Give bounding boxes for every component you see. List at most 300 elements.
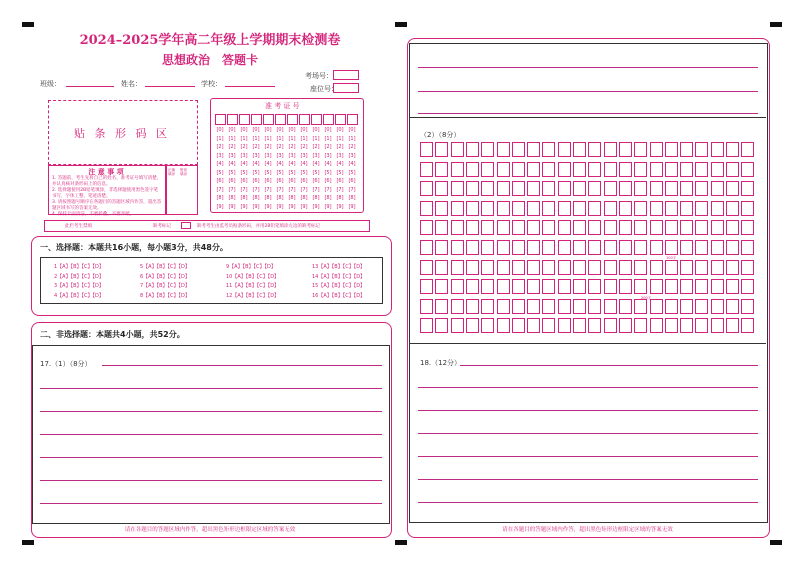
admission-bubble[interactable]: [0] xyxy=(324,127,332,133)
admission-bubble[interactable]: [2] xyxy=(288,144,296,150)
essay-cell[interactable] xyxy=(466,260,479,275)
essay-cell[interactable] xyxy=(512,279,525,294)
mc-question[interactable]: 8【A】【B】【C】【D】 xyxy=(140,292,190,299)
admission-bubble[interactable]: [4] xyxy=(228,161,236,167)
essay-cell[interactable] xyxy=(481,299,494,314)
admission-bubble[interactable]: [5] xyxy=(252,169,260,176)
essay-cell[interactable] xyxy=(466,142,479,157)
admission-bubble[interactable]: [7] xyxy=(264,186,272,193)
essay-cell[interactable] xyxy=(711,260,724,275)
admission-digit-box[interactable] xyxy=(335,114,346,125)
essay-cell[interactable] xyxy=(435,220,448,235)
admission-bubble[interactable]: [9] xyxy=(240,203,248,210)
admission-bubble[interactable]: [8] xyxy=(252,195,260,201)
school-field[interactable] xyxy=(225,86,275,87)
admission-digit-box[interactable] xyxy=(311,114,322,125)
writing-line[interactable] xyxy=(40,480,382,481)
admission-bubble[interactable]: [7] xyxy=(336,186,344,193)
essay-cell[interactable] xyxy=(527,240,540,255)
admission-bubble[interactable]: [1] xyxy=(264,135,272,142)
essay-cell[interactable] xyxy=(497,279,510,294)
mc-question[interactable]: 11【A】【B】【C】【D】 xyxy=(226,283,280,289)
admission-bubble[interactable]: [9] xyxy=(228,203,236,210)
essay-cell[interactable] xyxy=(481,260,494,275)
essay-cell[interactable] xyxy=(512,181,525,196)
admission-bubble[interactable]: [1] xyxy=(324,135,332,142)
essay-cell[interactable] xyxy=(650,162,663,177)
essay-cell[interactable] xyxy=(420,142,433,157)
admission-bubble[interactable]: [8] xyxy=(276,195,284,201)
essay-cell[interactable] xyxy=(466,279,479,294)
writing-line[interactable] xyxy=(418,433,758,434)
essay-cell[interactable] xyxy=(665,299,678,314)
admission-bubble[interactable]: [4] xyxy=(276,161,284,167)
essay-cell[interactable] xyxy=(573,279,586,294)
writing-line[interactable] xyxy=(418,91,758,92)
essay-cell[interactable] xyxy=(558,279,571,294)
writing-line[interactable] xyxy=(460,365,758,366)
admission-bubble[interactable]: [5] xyxy=(300,169,308,176)
essay-cell[interactable] xyxy=(481,279,494,294)
admission-bubble[interactable]: [3] xyxy=(228,152,236,159)
essay-cell[interactable] xyxy=(741,142,754,157)
admission-bubble[interactable]: [5] xyxy=(288,169,296,176)
admission-bubble[interactable]: [2] xyxy=(276,144,284,150)
admission-bubble[interactable]: [3] xyxy=(312,152,320,159)
admission-bubble[interactable]: [2] xyxy=(228,144,236,150)
admission-bubble[interactable]: [5] xyxy=(264,169,272,176)
seat-box[interactable] xyxy=(333,83,359,93)
essay-cell[interactable] xyxy=(650,279,663,294)
essay-cell[interactable] xyxy=(527,299,540,314)
essay-cell[interactable] xyxy=(481,318,494,333)
admission-bubble[interactable]: [6] xyxy=(276,178,284,184)
essay-cell[interactable] xyxy=(451,318,464,333)
writing-line[interactable] xyxy=(418,479,758,480)
admission-bubble[interactable]: [5] xyxy=(336,169,344,176)
admission-bubble[interactable]: [9] xyxy=(216,203,224,210)
essay-cell[interactable] xyxy=(604,318,617,333)
essay-cell[interactable] xyxy=(634,220,647,235)
essay-cell[interactable] xyxy=(527,260,540,275)
essay-cell[interactable] xyxy=(435,142,448,157)
essay-cell[interactable] xyxy=(588,279,601,294)
essay-cell[interactable] xyxy=(527,318,540,333)
mc-question[interactable]: 15【A】【B】【C】【D】 xyxy=(312,283,366,289)
essay-cell[interactable] xyxy=(650,142,663,157)
essay-cell[interactable] xyxy=(420,318,433,333)
essay-cell[interactable] xyxy=(542,299,555,314)
essay-cell[interactable] xyxy=(512,162,525,177)
essay-cell[interactable] xyxy=(634,201,647,216)
writing-line[interactable] xyxy=(418,410,758,411)
essay-cell[interactable] xyxy=(542,279,555,294)
admission-bubble[interactable]: [9] xyxy=(276,203,284,210)
essay-cell[interactable] xyxy=(481,201,494,216)
admission-bubble[interactable]: [3] xyxy=(276,152,284,159)
writing-line[interactable] xyxy=(418,67,758,68)
admission-bubble[interactable]: [5] xyxy=(228,169,236,176)
essay-cell[interactable] xyxy=(527,220,540,235)
admission-bubble[interactable]: [0] xyxy=(264,127,272,133)
essay-cell[interactable] xyxy=(650,260,663,275)
essay-cell[interactable] xyxy=(665,142,678,157)
essay-cell[interactable] xyxy=(573,142,586,157)
admission-bubble[interactable]: [5] xyxy=(216,169,224,176)
admission-bubble[interactable]: [1] xyxy=(252,135,260,142)
admission-bubble[interactable]: [1] xyxy=(216,135,224,142)
essay-cell[interactable] xyxy=(741,162,754,177)
essay-cell[interactable] xyxy=(588,240,601,255)
essay-cell[interactable] xyxy=(527,142,540,157)
writing-line[interactable] xyxy=(418,502,758,503)
essay-cell[interactable] xyxy=(542,260,555,275)
admission-bubble[interactable]: [1] xyxy=(240,135,248,142)
essay-cell[interactable] xyxy=(711,318,724,333)
admission-bubble[interactable]: [6] xyxy=(264,178,272,184)
essay-cell[interactable] xyxy=(680,299,693,314)
admission-bubble[interactable]: [1] xyxy=(336,135,344,142)
admission-bubble[interactable]: [7] xyxy=(300,186,308,193)
admission-bubble[interactable]: [8] xyxy=(216,195,224,201)
essay-cell[interactable] xyxy=(435,240,448,255)
essay-cell[interactable] xyxy=(435,162,448,177)
admission-bubble[interactable]: [5] xyxy=(312,169,320,176)
essay-cell[interactable] xyxy=(741,260,754,275)
admission-bubble[interactable]: [8] xyxy=(324,195,332,201)
essay-cell[interactable] xyxy=(542,162,555,177)
essay-cell[interactable] xyxy=(497,299,510,314)
essay-cell[interactable] xyxy=(665,260,678,275)
admission-bubble[interactable]: [1] xyxy=(276,135,284,142)
essay-cell[interactable] xyxy=(512,299,525,314)
essay-cell[interactable] xyxy=(619,260,632,275)
essay-cell[interactable] xyxy=(726,279,739,294)
essay-cell[interactable] xyxy=(481,240,494,255)
essay-cell[interactable] xyxy=(542,318,555,333)
admission-bubble[interactable]: [9] xyxy=(336,203,344,210)
admission-bubble[interactable]: [3] xyxy=(264,152,272,159)
admission-bubble[interactable]: [3] xyxy=(336,152,344,159)
admission-bubble[interactable]: [6] xyxy=(240,178,248,184)
essay-cell[interactable] xyxy=(451,162,464,177)
essay-cell[interactable] xyxy=(741,299,754,314)
exam-room-box[interactable] xyxy=(333,70,359,80)
admission-bubble[interactable]: [6] xyxy=(336,178,344,184)
admission-bubble[interactable]: [2] xyxy=(300,144,308,150)
writing-line[interactable] xyxy=(418,456,758,457)
admission-bubble[interactable]: [0] xyxy=(336,127,344,133)
essay-cell[interactable] xyxy=(466,181,479,196)
essay-cell[interactable] xyxy=(588,318,601,333)
essay-cell[interactable] xyxy=(420,162,433,177)
essay-cell[interactable] xyxy=(497,220,510,235)
admission-bubble[interactable]: [2] xyxy=(312,144,320,150)
writing-line[interactable] xyxy=(40,388,382,389)
essay-cell[interactable] xyxy=(619,220,632,235)
essay-cell[interactable] xyxy=(695,279,708,294)
admission-bubble[interactable]: [9] xyxy=(324,203,332,210)
admission-bubble[interactable]: [4] xyxy=(252,161,260,167)
admission-bubble[interactable]: [9] xyxy=(312,203,320,210)
admission-bubble[interactable]: [0] xyxy=(300,127,308,133)
admission-bubble[interactable]: [1] xyxy=(228,135,236,142)
essay-cell[interactable] xyxy=(466,240,479,255)
essay-cell[interactable] xyxy=(604,220,617,235)
essay-cell[interactable] xyxy=(680,318,693,333)
admission-bubble[interactable]: [3] xyxy=(240,152,248,159)
admission-bubble[interactable]: [6] xyxy=(348,178,356,184)
essay-cell[interactable] xyxy=(466,220,479,235)
essay-cell[interactable] xyxy=(497,260,510,275)
essay-cell[interactable] xyxy=(680,201,693,216)
essay-cell[interactable] xyxy=(558,201,571,216)
essay-cell[interactable] xyxy=(588,260,601,275)
essay-cell[interactable] xyxy=(542,201,555,216)
essay-cell[interactable] xyxy=(466,162,479,177)
essay-cell[interactable] xyxy=(420,260,433,275)
essay-cell[interactable] xyxy=(741,181,754,196)
essay-cell[interactable] xyxy=(512,260,525,275)
mc-question[interactable]: 4【A】【B】【C】【D】 xyxy=(54,292,104,299)
essay-cell[interactable] xyxy=(558,240,571,255)
essay-cell[interactable] xyxy=(497,318,510,333)
admission-bubble[interactable]: [4] xyxy=(324,161,332,167)
admission-bubble[interactable]: [4] xyxy=(288,161,296,167)
essay-cell[interactable] xyxy=(588,220,601,235)
essay-cell[interactable] xyxy=(726,162,739,177)
essay-cell[interactable] xyxy=(665,240,678,255)
essay-cell[interactable] xyxy=(542,240,555,255)
essay-cell[interactable] xyxy=(558,142,571,157)
admission-bubble[interactable]: [8] xyxy=(288,195,296,201)
essay-cell[interactable] xyxy=(558,260,571,275)
essay-cell[interactable] xyxy=(726,142,739,157)
essay-cell[interactable] xyxy=(558,220,571,235)
mc-question[interactable]: 2【A】【B】【C】【D】 xyxy=(54,273,104,280)
mc-question[interactable]: 5【A】【B】【C】【D】 xyxy=(140,264,190,270)
admission-bubble[interactable]: [6] xyxy=(252,178,260,184)
essay-cell[interactable] xyxy=(711,279,724,294)
essay-cell[interactable] xyxy=(542,181,555,196)
admission-bubble[interactable]: [4] xyxy=(348,161,356,167)
essay-cell[interactable] xyxy=(726,260,739,275)
admission-bubble[interactable]: [7] xyxy=(288,186,296,193)
essay-cell[interactable] xyxy=(634,299,647,314)
writing-line[interactable] xyxy=(418,387,758,388)
essay-cell[interactable] xyxy=(695,201,708,216)
admission-bubble[interactable]: [0] xyxy=(216,127,224,133)
admission-bubble[interactable]: [3] xyxy=(324,152,332,159)
admission-bubble[interactable]: [6] xyxy=(228,178,236,184)
essay-cell[interactable] xyxy=(435,201,448,216)
essay-cell[interactable] xyxy=(573,162,586,177)
admission-digit-box[interactable] xyxy=(299,114,310,125)
essay-cell[interactable] xyxy=(497,201,510,216)
essay-cell[interactable] xyxy=(420,181,433,196)
admission-digit-box[interactable] xyxy=(347,114,358,125)
admission-bubble[interactable]: [0] xyxy=(312,127,320,133)
essay-cell[interactable] xyxy=(451,142,464,157)
admission-bubble[interactable]: [6] xyxy=(324,178,332,184)
essay-cell[interactable] xyxy=(481,162,494,177)
essay-cell[interactable] xyxy=(650,220,663,235)
admission-bubble[interactable]: [7] xyxy=(252,186,260,193)
admission-bubble[interactable]: [3] xyxy=(216,152,224,159)
essay-cell[interactable] xyxy=(451,240,464,255)
essay-cell[interactable] xyxy=(451,201,464,216)
admission-bubble[interactable]: [9] xyxy=(288,203,296,210)
essay-cell[interactable] xyxy=(573,181,586,196)
essay-cell[interactable] xyxy=(588,142,601,157)
essay-cell[interactable] xyxy=(451,260,464,275)
essay-cell[interactable] xyxy=(512,318,525,333)
admission-bubble[interactable]: [3] xyxy=(288,152,296,159)
essay-cell[interactable] xyxy=(680,279,693,294)
essay-cell[interactable] xyxy=(435,318,448,333)
essay-cell[interactable] xyxy=(741,240,754,255)
essay-cell[interactable] xyxy=(695,142,708,157)
essay-cell[interactable] xyxy=(665,318,678,333)
admission-bubble[interactable]: [1] xyxy=(300,135,308,142)
admission-bubble[interactable]: [1] xyxy=(288,135,296,142)
essay-cell[interactable] xyxy=(435,260,448,275)
admission-bubble[interactable]: [0] xyxy=(348,127,356,133)
essay-cell[interactable] xyxy=(497,142,510,157)
essay-cell[interactable] xyxy=(680,260,693,275)
essay-cell[interactable] xyxy=(527,201,540,216)
admission-bubble[interactable]: [8] xyxy=(348,195,356,201)
essay-cell[interactable] xyxy=(573,318,586,333)
admission-digit-box[interactable] xyxy=(215,114,226,125)
essay-cell[interactable] xyxy=(726,201,739,216)
essay-cell[interactable] xyxy=(542,220,555,235)
admission-bubble[interactable]: [2] xyxy=(240,144,248,150)
essay-cell[interactable] xyxy=(650,201,663,216)
essay-cell[interactable] xyxy=(634,260,647,275)
writing-line[interactable] xyxy=(40,503,382,504)
essay-cell[interactable] xyxy=(741,201,754,216)
essay-cell[interactable] xyxy=(558,299,571,314)
admission-digit-box[interactable] xyxy=(287,114,298,125)
admission-bubble[interactable]: [4] xyxy=(300,161,308,167)
admission-bubble[interactable]: [2] xyxy=(324,144,332,150)
essay-cell[interactable] xyxy=(741,220,754,235)
mc-question[interactable]: 7【A】【B】【C】【D】 xyxy=(140,283,190,289)
essay-cell[interactable] xyxy=(451,299,464,314)
essay-cell[interactable] xyxy=(512,142,525,157)
essay-cell[interactable] xyxy=(604,279,617,294)
essay-cell[interactable] xyxy=(604,181,617,196)
essay-cell[interactable] xyxy=(420,299,433,314)
essay-cell[interactable] xyxy=(711,181,724,196)
admission-bubble[interactable]: [6] xyxy=(300,178,308,184)
essay-cell[interactable] xyxy=(604,201,617,216)
essay-cell[interactable] xyxy=(497,181,510,196)
essay-cell[interactable] xyxy=(466,318,479,333)
essay-cell[interactable] xyxy=(451,220,464,235)
essay-cell[interactable] xyxy=(680,162,693,177)
essay-cell[interactable] xyxy=(466,299,479,314)
essay-cell[interactable] xyxy=(634,142,647,157)
essay-cell[interactable] xyxy=(711,220,724,235)
essay-cell[interactable] xyxy=(680,220,693,235)
essay-cell[interactable] xyxy=(634,318,647,333)
mc-question[interactable]: 1【A】【B】【C】【D】 xyxy=(54,264,104,270)
essay-cell[interactable] xyxy=(741,279,754,294)
essay-cell[interactable] xyxy=(726,220,739,235)
writing-line[interactable] xyxy=(418,113,758,114)
essay-cell[interactable] xyxy=(527,279,540,294)
essay-cell[interactable] xyxy=(711,201,724,216)
essay-cell[interactable] xyxy=(451,279,464,294)
essay-cell[interactable] xyxy=(604,240,617,255)
admission-bubble[interactable]: [7] xyxy=(324,186,332,193)
admission-digit-box[interactable] xyxy=(323,114,334,125)
essay-cell[interactable] xyxy=(435,279,448,294)
essay-cell[interactable] xyxy=(741,318,754,333)
essay-cell[interactable] xyxy=(619,142,632,157)
essay-cell[interactable] xyxy=(542,142,555,157)
admission-bubble[interactable]: [8] xyxy=(336,195,344,201)
admission-bubble[interactable]: [5] xyxy=(276,169,284,176)
essay-cell[interactable] xyxy=(711,299,724,314)
essay-cell[interactable] xyxy=(619,181,632,196)
admission-bubble[interactable]: [5] xyxy=(240,169,248,176)
essay-cell[interactable] xyxy=(527,162,540,177)
essay-cell[interactable] xyxy=(650,181,663,196)
admission-bubble[interactable]: [7] xyxy=(240,186,248,193)
essay-cell[interactable] xyxy=(512,240,525,255)
admission-bubble[interactable]: [4] xyxy=(336,161,344,167)
mc-question[interactable]: 9【A】【B】【C】【D】 xyxy=(226,264,276,270)
admission-bubble[interactable]: [7] xyxy=(348,186,356,193)
admission-bubble[interactable]: [9] xyxy=(300,203,308,210)
admission-bubble[interactable]: [0] xyxy=(252,127,260,133)
essay-cell[interactable] xyxy=(619,299,632,314)
essay-cell[interactable] xyxy=(695,162,708,177)
essay-cell[interactable] xyxy=(497,240,510,255)
admission-bubble[interactable]: [8] xyxy=(240,195,248,201)
mc-question[interactable]: 6【A】【B】【C】【D】 xyxy=(140,273,190,280)
writing-line[interactable] xyxy=(40,434,382,435)
writing-line[interactable] xyxy=(102,365,382,366)
essay-cell[interactable] xyxy=(650,318,663,333)
essay-cell[interactable] xyxy=(665,279,678,294)
essay-cell[interactable] xyxy=(604,260,617,275)
admission-bubble[interactable]: [3] xyxy=(252,152,260,159)
essay-cell[interactable] xyxy=(665,201,678,216)
essay-cell[interactable] xyxy=(711,240,724,255)
essay-cell[interactable] xyxy=(650,240,663,255)
admission-bubble[interactable]: [6] xyxy=(312,178,320,184)
mc-question[interactable]: 13【A】【B】【C】【D】 xyxy=(312,264,366,270)
admission-bubble[interactable]: [6] xyxy=(216,178,224,184)
admission-bubble[interactable]: [4] xyxy=(216,161,224,167)
essay-cell[interactable] xyxy=(695,260,708,275)
admission-bubble[interactable]: [0] xyxy=(228,127,236,133)
admission-bubble[interactable]: [8] xyxy=(228,195,236,201)
essay-cell[interactable] xyxy=(619,201,632,216)
name-field[interactable] xyxy=(145,86,195,87)
admission-bubble[interactable]: [8] xyxy=(300,195,308,201)
essay-cell[interactable] xyxy=(558,318,571,333)
admission-bubble[interactable]: [2] xyxy=(348,144,356,150)
admission-bubble[interactable]: [1] xyxy=(348,135,356,142)
admission-bubble[interactable]: [9] xyxy=(264,203,272,210)
essay-cell[interactable] xyxy=(634,240,647,255)
admission-digit-box[interactable] xyxy=(275,114,286,125)
